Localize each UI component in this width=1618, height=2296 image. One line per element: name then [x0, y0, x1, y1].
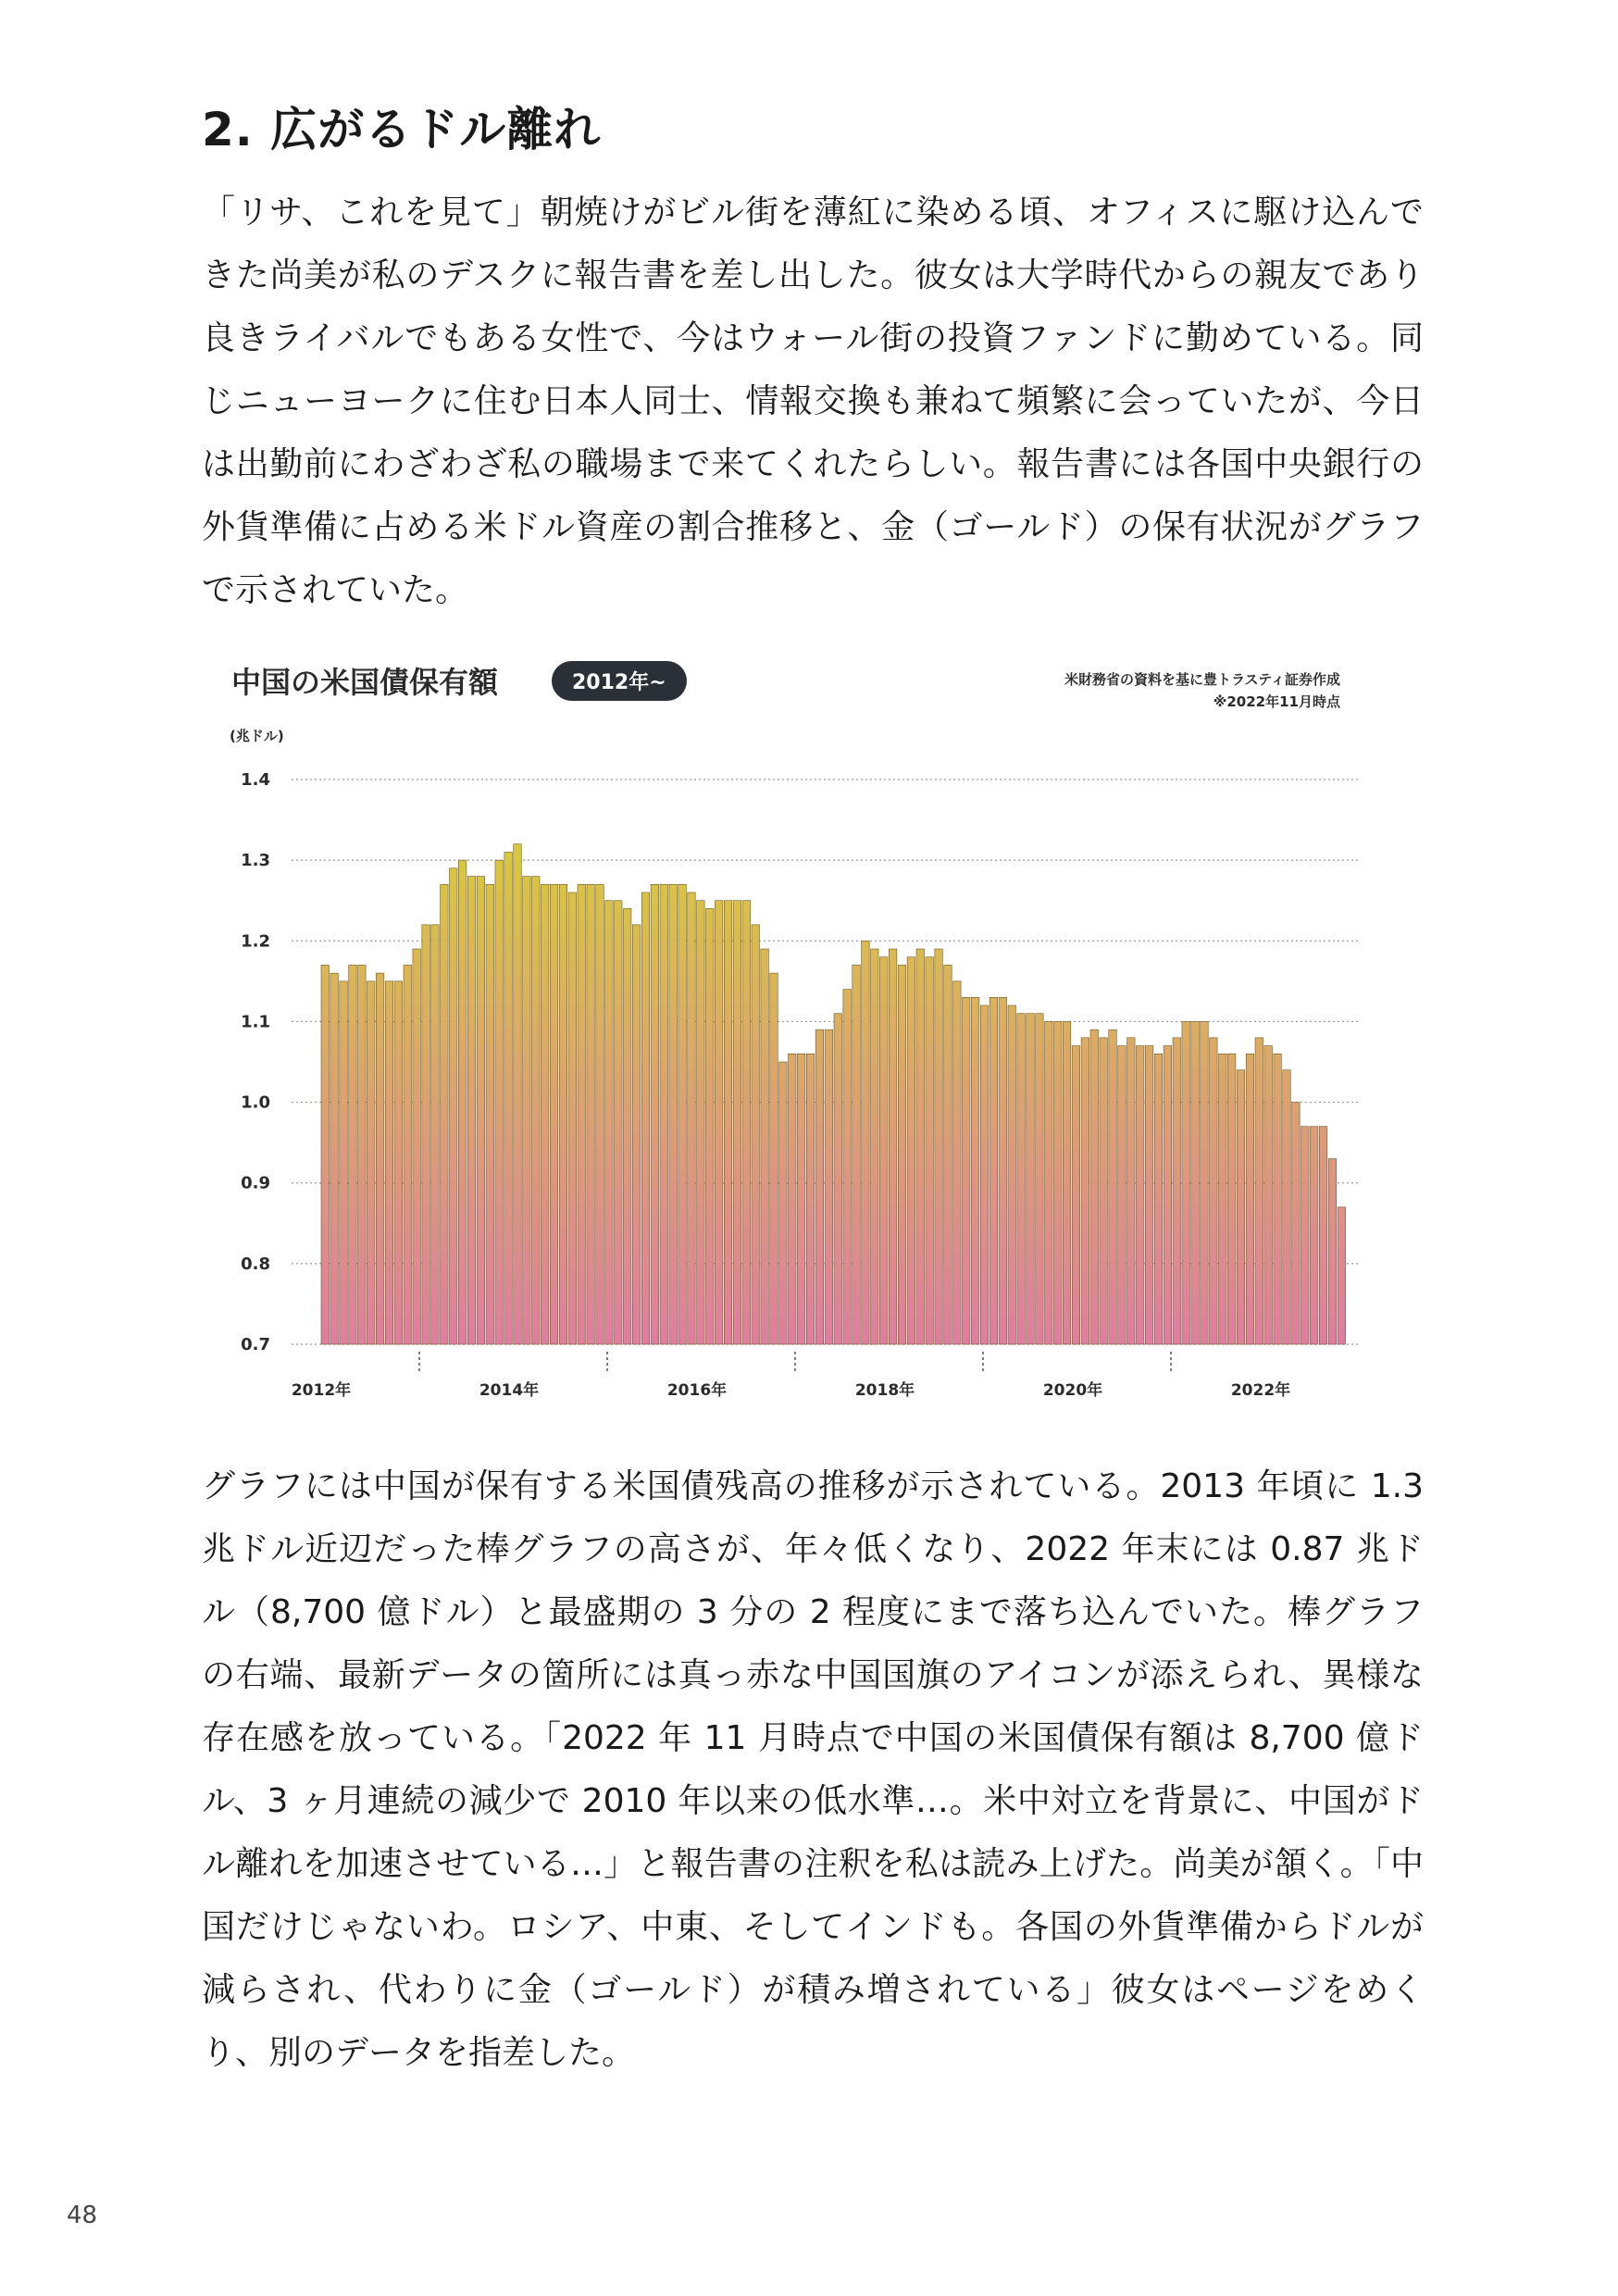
bar — [879, 957, 887, 1344]
bar — [550, 884, 557, 1344]
bar — [660, 884, 667, 1344]
bar — [825, 1029, 832, 1344]
bar — [340, 981, 347, 1344]
bar — [523, 877, 530, 1344]
y-tick-label: 1.3 — [241, 851, 270, 871]
y-tick-label: 1.1 — [241, 1012, 270, 1032]
bar — [989, 997, 997, 1344]
bar — [752, 925, 759, 1344]
bar — [815, 1029, 823, 1344]
bar — [1036, 1014, 1043, 1344]
bar — [1109, 1029, 1116, 1344]
x-tick-label: 2012年 — [291, 1381, 352, 1400]
bar — [385, 981, 392, 1344]
bar — [1237, 1070, 1244, 1344]
bar — [587, 884, 594, 1344]
bar — [605, 901, 613, 1344]
bar — [495, 860, 503, 1344]
bar — [1154, 1054, 1162, 1344]
bar — [697, 901, 704, 1344]
bar — [862, 941, 869, 1344]
bar — [1045, 1021, 1052, 1344]
bar — [999, 997, 1006, 1344]
bar — [926, 957, 933, 1344]
bar — [1210, 1038, 1217, 1344]
bar — [376, 973, 383, 1344]
bar — [669, 884, 677, 1344]
y-tick-label: 0.7 — [241, 1335, 270, 1354]
bar — [1164, 1046, 1171, 1344]
bar — [1008, 1005, 1015, 1344]
bar — [1292, 1103, 1300, 1344]
y-tick-label: 1.0 — [241, 1092, 270, 1113]
section-heading: 2. 広がるドル離れ — [202, 103, 602, 156]
bar — [458, 860, 466, 1344]
x-tick-label: 2014年 — [479, 1381, 540, 1400]
chart-source-line: 米財務省の資料を基に豊トラスティ証券作成 — [1064, 671, 1340, 688]
bar — [733, 901, 741, 1344]
bar — [450, 868, 457, 1344]
y-tick-label: 0.8 — [241, 1254, 270, 1274]
x-tick-label: 2016年 — [666, 1381, 728, 1400]
bar — [706, 908, 714, 1344]
bar — [678, 884, 686, 1344]
bar — [770, 973, 778, 1344]
bar — [724, 901, 731, 1344]
bar — [761, 949, 768, 1344]
bar — [963, 997, 970, 1344]
bar — [477, 877, 484, 1344]
bar — [1246, 1054, 1253, 1344]
bar — [441, 884, 448, 1344]
bar — [1191, 1021, 1199, 1344]
y-tick-label: 1.4 — [241, 770, 270, 790]
y-tick-label: 1.2 — [241, 931, 270, 952]
bar — [596, 884, 604, 1344]
y-axis-ticks — [241, 770, 270, 1354]
bar — [935, 949, 942, 1344]
bar — [1182, 1021, 1189, 1344]
bar — [1081, 1038, 1089, 1344]
bar — [1090, 1029, 1098, 1344]
bar — [1328, 1159, 1336, 1344]
bar — [843, 990, 851, 1344]
bar — [467, 877, 475, 1344]
bar — [1127, 1038, 1135, 1344]
bar — [330, 973, 338, 1344]
page-number: 48 — [67, 2202, 98, 2229]
bar — [1310, 1127, 1317, 1344]
x-tick-label: 2018年 — [854, 1381, 915, 1400]
bar — [898, 965, 905, 1344]
bar — [1017, 1014, 1025, 1344]
bar — [953, 981, 961, 1344]
y-tick-label: 0.9 — [241, 1173, 270, 1193]
bar — [907, 957, 915, 1344]
bar — [742, 901, 750, 1344]
bar — [431, 925, 439, 1344]
bar — [797, 1054, 804, 1344]
bar — [1173, 1038, 1180, 1344]
x-tick-label: 2022年 — [1230, 1381, 1291, 1400]
bar — [889, 949, 896, 1344]
analysis-paragraph: グラフには中国が保有する米国債残高の推移が示されている。2013 年頃に 1.3 兆ドル近辺だった棒グラフの高さが、年々低くなり、2022 年末には 0.87 兆ドル（8,700 億ドル）と最盛期の 3 分の 2 程度にまで落ち込んでいた。棒グラフの右端、最新データの箇所には真っ赤な中国国旗のアイコンが添えられ、異様な存在感を放っている。「2022 年 11 月時点で中国の米国債保有額は 8,700 億ドル、3 ヶ月連続の減少で 2010 年以来の低水準…。米中対立を背景に、中国がドル離れを加速させている…」と報告書の注釈を私は読み上げた。尚美が頷く。「中国だけじゃないわ。ロシア、中東、そしてインドも。各国の外貨準備からドルが減らされ、代わりに金（ゴールド）が積み増されている」彼女はページをめくり、別のデータを指差した。 — [202, 1467, 1424, 2072]
chart-date-note: ※2022年11月時点 — [1213, 693, 1340, 710]
bar — [688, 892, 695, 1344]
bar — [1027, 1014, 1034, 1344]
bar — [871, 949, 878, 1344]
bar — [321, 965, 329, 1344]
bar — [413, 949, 420, 1344]
chart-title: 中国の米国債保有額 — [231, 665, 499, 700]
chart-source-note — [1064, 668, 1340, 713]
bar-series — [321, 844, 1346, 1344]
bar — [349, 965, 356, 1344]
bar — [1100, 1038, 1107, 1344]
intro-paragraph: 「リサ、これを見て」朝焼けがビル街を薄紅に染める頃、オフィスに駆け込んできた尚美が私のデスクに報告書を差し出した。彼女は大学時代からの親友であり良きライバルでもある女性で、今はウォール街の投資ファンドに勤めている。同じニューヨークに住む日本人同士、情報交換も兼ねて頻繁に会っていたが、今日は出勤前にわざわざ私の職場まで来てくれたらしい。報告書には各国中央銀行の外貨準備に占める米ドル資産の割合推移と、金（ゴールド）の保有状況がグラフで示されていた。 — [202, 193, 1424, 609]
bar-chart — [222, 713, 1388, 1416]
bar — [971, 997, 978, 1344]
bar — [1301, 1127, 1309, 1344]
bar — [514, 844, 521, 1344]
bar — [1255, 1038, 1263, 1344]
bar — [1118, 1046, 1126, 1344]
bar — [1264, 1046, 1272, 1344]
bar — [404, 965, 411, 1344]
bar — [367, 981, 374, 1344]
bar — [1072, 1046, 1079, 1344]
bar — [394, 981, 402, 1344]
bar — [944, 965, 952, 1344]
x-axis-ticks — [292, 1352, 1290, 1400]
bar — [358, 965, 366, 1344]
bar — [1145, 1046, 1152, 1344]
bar — [1201, 1021, 1208, 1344]
bar — [623, 908, 630, 1344]
bar — [1338, 1207, 1345, 1344]
bar — [1227, 1054, 1235, 1344]
bar — [1274, 1054, 1281, 1344]
bar — [504, 852, 512, 1344]
bar — [789, 1054, 796, 1344]
bar — [834, 1014, 841, 1344]
bar — [532, 877, 540, 1344]
bar — [715, 901, 722, 1344]
bar — [1136, 1046, 1143, 1344]
bar — [422, 925, 429, 1344]
bar — [615, 901, 622, 1344]
bar — [1063, 1021, 1070, 1344]
bar — [1219, 1054, 1226, 1344]
chart-period-badge: 2012年~ — [552, 661, 687, 701]
bar — [641, 892, 649, 1344]
bar — [559, 884, 566, 1344]
bar — [916, 949, 924, 1344]
bar — [651, 884, 658, 1344]
bar — [1283, 1070, 1290, 1344]
bar — [541, 884, 548, 1344]
bar — [806, 1054, 814, 1344]
bar — [1319, 1127, 1326, 1344]
bar — [980, 1005, 988, 1344]
bar — [568, 892, 576, 1344]
bar — [779, 1062, 787, 1344]
bar — [853, 965, 860, 1344]
bar — [1053, 1021, 1061, 1344]
bar — [632, 925, 640, 1344]
bar — [578, 884, 585, 1344]
bar — [486, 884, 493, 1344]
y-axis-unit-label: (兆ドル) — [230, 728, 284, 744]
x-tick-label: 2020年 — [1042, 1381, 1103, 1400]
